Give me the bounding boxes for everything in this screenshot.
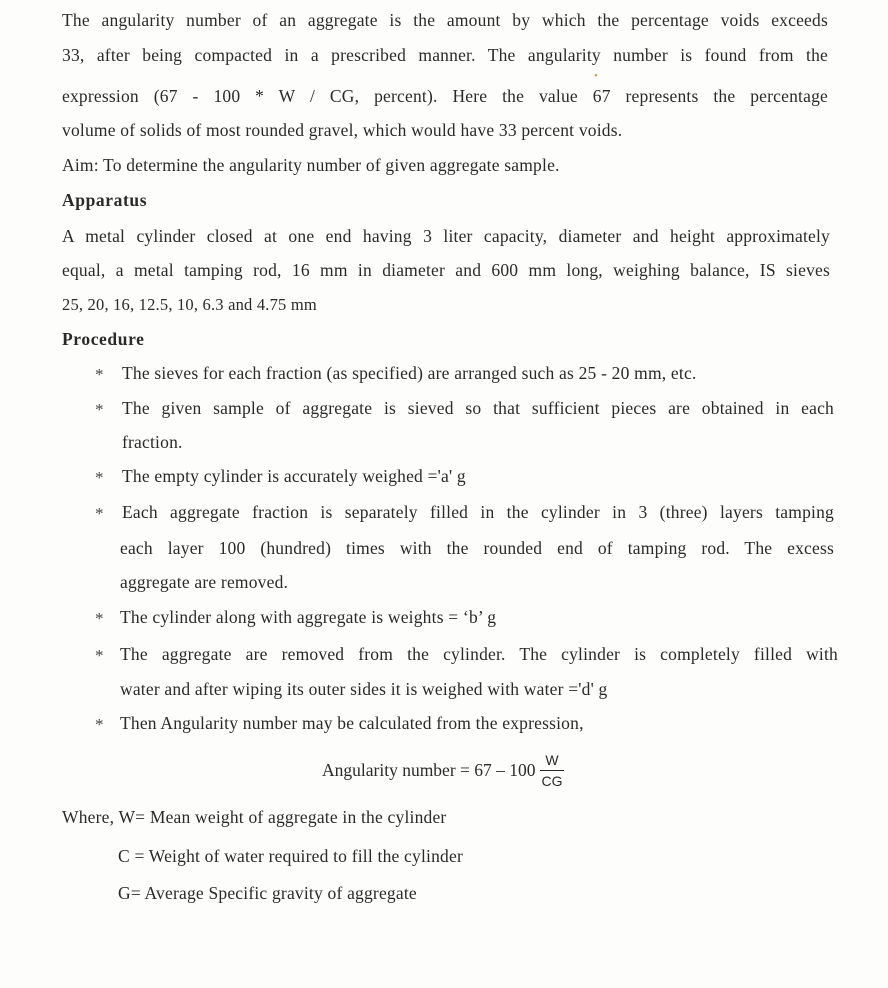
procedure-step-6-line-2: water and after wiping its outer sides it is weighed with water ='d' g [120, 679, 608, 699]
formula-fraction [540, 752, 565, 789]
intro-line-4: volume of solids of most rounded gravel, which would have 33 percent voids. [62, 120, 623, 140]
angularity-formula [322, 746, 565, 794]
scan-speck: • [594, 70, 598, 82]
procedure-step-2-line-1: The given sample of aggregate is sieved so that sufficient pieces are obtained in each [122, 398, 834, 418]
apparatus-heading: Apparatus [62, 190, 148, 210]
procedure-step-2-line-2: fraction. [122, 432, 183, 452]
intro-line-1: The angularity number of an aggregate is the amount by which the percentage voids exceeds [62, 10, 828, 30]
apparatus-line-3: 25, 20, 16, 12.5, 10, 6.3 and 4.75 mm [62, 295, 317, 314]
bullet-icon: * [95, 609, 104, 628]
procedure-step-7-line-1: Then Angularity number may be calculated from the expression, [120, 713, 584, 733]
where-line-3: G= Average Specific gravity of aggregate [118, 883, 417, 903]
bullet-icon: * [95, 400, 104, 419]
bullet-icon: * [95, 715, 104, 734]
formula-numerator: W [545, 751, 559, 768]
procedure-step-4-line-3: aggregate are removed. [120, 572, 289, 592]
where-line-1: Where, W= Mean weight of aggregate in the cylinder [62, 807, 447, 827]
procedure-step-6-line-1: The aggregate are removed from the cylinder. The cylinder is completely filled with [120, 644, 838, 664]
procedure-heading: Procedure [62, 329, 145, 349]
procedure-step-4-line-2: each layer 100 (hundred) times with the rounded end of tamping rod. The excess [120, 538, 834, 558]
formula-lhs: Angularity number = 67 – 100 [322, 759, 536, 780]
bullet-icon: * [95, 646, 104, 665]
procedure-step-1-line-1: The sieves for each fraction (as specified) are arranged such as 25 - 20 mm, etc. [122, 363, 697, 383]
intro-line-3: expression (67 - 100 * W / CG, percent). Here the value 67 represents the percentage [62, 86, 828, 106]
aim-text: Aim: To determine the angularity number of given aggregate sample. [62, 155, 560, 175]
procedure-step-3-line-1: The empty cylinder is accurately weighed ='a' g [122, 466, 466, 486]
procedure-step-4-line-1: Each aggregate fraction is separately filled in the cylinder in 3 (three) layers tamping [122, 502, 834, 522]
bullet-icon: * [95, 468, 104, 487]
bullet-icon: * [95, 365, 104, 384]
apparatus-line-2: equal, a metal tamping rod, 16 mm in diameter and 600 mm long, weighing balance, IS sieves [62, 260, 830, 280]
bullet-icon: * [95, 504, 104, 523]
where-line-2: C = Weight of water required to fill the cylinder [118, 846, 463, 866]
intro-line-2: 33, after being compacted in a prescribed manner. The angularity number is found from the [62, 45, 828, 65]
formula-denominator: CG [541, 772, 563, 789]
apparatus-line-1: A metal cylinder closed at one end having 3 liter capacity, diameter and height approximately [62, 226, 830, 246]
procedure-step-5-line-1: The cylinder along with aggregate is weights = ‘b’ g [120, 607, 497, 627]
fraction-bar [540, 770, 564, 771]
